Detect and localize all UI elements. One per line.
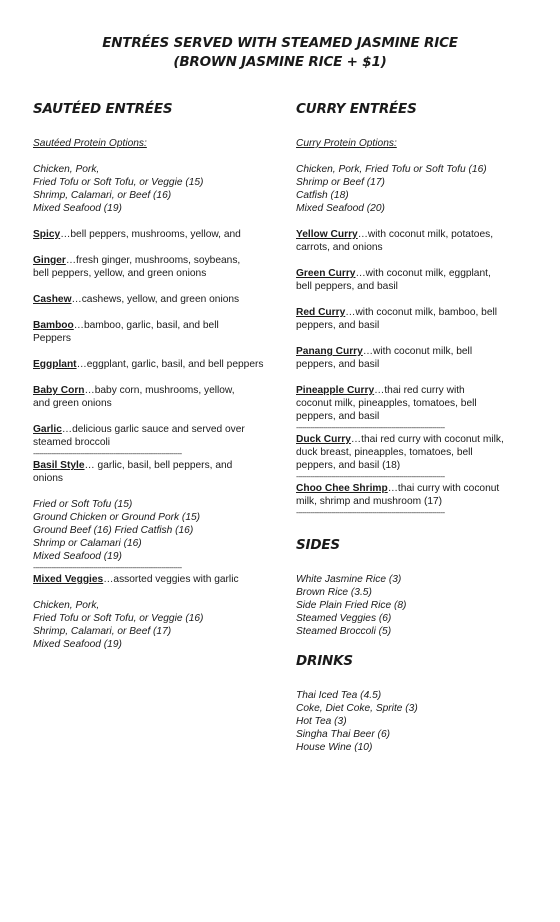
- dish-name: Green Curry: [296, 268, 356, 279]
- dish-name: Red Curry: [296, 307, 346, 318]
- dish-panang-curry: [296, 345, 531, 358]
- dish-name: Eggplant: [33, 359, 77, 370]
- divider: ------------------------------------------------------------------------: [296, 472, 445, 481]
- dish-name: Ginger: [33, 255, 66, 266]
- dish-desc: …thai red curry with: [374, 385, 465, 396]
- dish-desc: coconut milk, pineapples, tomatoes, bell: [296, 398, 477, 409]
- side-item: Brown Rice (3.5): [296, 587, 372, 598]
- divider: ------------------------------------------------------------------------: [296, 423, 445, 432]
- dish-pineapple-curry: [296, 384, 531, 397]
- dish-name: Bamboo: [33, 320, 74, 331]
- dish-desc: …fresh ginger, mushrooms, soybeans,: [65, 255, 241, 266]
- sauteed-title: SAUTÉED ENTRÉES: [33, 101, 173, 117]
- dish-desc: … garlic, basil, bell peppers, and: [84, 460, 233, 471]
- dish-basil: [33, 459, 273, 472]
- dish-garlic: [33, 423, 273, 436]
- drinks-title: DRINKS: [296, 653, 353, 669]
- dish-desc: …with coconut milk, bamboo, bell: [345, 307, 498, 318]
- dish-name: Basil Style: [33, 460, 85, 471]
- veggies-option: Mixed Seafood (19): [33, 639, 122, 650]
- header-line-1: ENTRÉES SERVED WITH STEAMED JASMINE RICE: [102, 35, 458, 51]
- dish-mixed-veggies: [33, 573, 273, 586]
- sauteed-option: Fried Tofu or Soft Tofu, or Veggie (15): [33, 177, 204, 188]
- side-item: White Jasmine Rice (3): [296, 574, 402, 585]
- dish-spicy: [33, 228, 273, 241]
- dish-red-curry: [296, 306, 531, 319]
- basil-option: Ground Chicken or Ground Pork (15): [33, 512, 201, 523]
- veggies-option: Fried Tofu or Soft Tofu, or Veggie (16): [33, 613, 204, 624]
- side-item: Steamed Broccoli (5): [296, 626, 392, 637]
- dish-name: Cashew: [33, 294, 72, 305]
- sauteed-column: [33, 100, 273, 651]
- divider: ------------------------------------------------------------------------: [33, 563, 182, 572]
- dish-cashew: [33, 293, 273, 306]
- sauteed-option: Chicken, Pork,: [33, 164, 100, 175]
- dish-eggplant: [33, 358, 273, 371]
- dish-desc: bell peppers, yellow, and green onions: [33, 268, 207, 279]
- dish-desc: peppers, and basil: [296, 411, 380, 422]
- curry-option: Mixed Seafood (20): [296, 203, 385, 214]
- dish-duck-curry: [296, 433, 531, 446]
- divider: ------------------------------------------------------------------------: [33, 449, 182, 458]
- drink-item: Hot Tea (3): [296, 716, 347, 727]
- dish-name: Mixed Veggies: [33, 574, 104, 585]
- header-line-2: (BROWN JASMINE RICE + $1): [173, 54, 387, 70]
- dish-green-curry: [296, 267, 531, 280]
- dish-desc: …cashews, yellow, and green onions: [71, 294, 240, 305]
- curry-option: Chicken, Pork, Fried Tofu or Soft Tofu (16): [296, 164, 487, 175]
- dish-ginger: [33, 254, 273, 267]
- dish-desc: …with coconut milk, eggplant,: [355, 268, 491, 279]
- drink-item: House Wine (10): [296, 742, 373, 753]
- dish-desc: …thai red curry with coconut milk,: [350, 434, 504, 445]
- drink-item: Coke, Diet Coke, Sprite (3): [296, 703, 418, 714]
- drink-item: Thai Iced Tea (4.5): [296, 690, 382, 701]
- drink-item: Singha Thai Beer (6): [296, 729, 391, 740]
- dish-desc: …bell peppers, mushrooms, yellow, and: [60, 229, 241, 240]
- dish-desc: bell peppers, and basil: [296, 281, 398, 292]
- dish-desc: …baby corn, mushrooms, yellow,: [84, 385, 235, 396]
- dish-desc: …with coconut milk, potatoes,: [357, 229, 494, 240]
- curry-column: [296, 100, 531, 754]
- side-item: Side Plain Fried Rice (8): [296, 600, 407, 611]
- curry-option: Catfish (18): [296, 190, 349, 201]
- dish-desc: and green onions: [33, 398, 112, 409]
- basil-option: Shrimp or Calamari (16): [33, 538, 142, 549]
- sauteed-option: Mixed Seafood (19): [33, 203, 122, 214]
- dish-desc: …assorted veggies with garlic: [103, 574, 239, 585]
- basil-option: Fried or Soft Tofu (15): [33, 499, 133, 510]
- dish-yellow-curry: [296, 228, 531, 241]
- dish-desc: …with coconut milk, bell: [362, 346, 473, 357]
- dish-bamboo: [33, 319, 273, 332]
- curry-options-label: Curry Protein Options:: [296, 138, 397, 149]
- dish-name: Spicy: [33, 229, 61, 240]
- dish-desc: …eggplant, garlic, basil, and bell peppers: [76, 359, 264, 370]
- side-item: Steamed Veggies (6): [296, 613, 392, 624]
- dish-desc: …delicious garlic sauce and served over: [61, 424, 245, 435]
- dish-name: Choo Chee Shrimp: [296, 483, 388, 494]
- basil-option: Ground Beef (16) Fried Catfish (16): [33, 525, 194, 536]
- basil-option: Mixed Seafood (19): [33, 551, 122, 562]
- dish-name: Duck Curry: [296, 434, 351, 445]
- dish-babycorn: [33, 384, 273, 397]
- sides-title: SIDES: [296, 537, 340, 553]
- curry-title: CURRY ENTRÉES: [296, 101, 417, 117]
- dish-desc: peppers, and basil (18): [296, 460, 401, 471]
- dish-desc: peppers, and basil: [296, 320, 380, 331]
- dish-name: Pineapple Curry: [296, 385, 375, 396]
- dish-name: Panang Curry: [296, 346, 363, 357]
- dish-desc: …bamboo, garlic, basil, and bell: [73, 320, 219, 331]
- dish-name: Yellow Curry: [296, 229, 358, 240]
- sauteed-options-label: Sautéed Protein Options:: [33, 138, 147, 149]
- dish-desc: peppers, and basil: [296, 359, 380, 370]
- veggies-option: Shrimp, Calamari, or Beef (17): [33, 626, 172, 637]
- dish-desc: onions: [33, 473, 64, 484]
- menu-header: [0, 34, 560, 72]
- dish-desc: Peppers: [33, 333, 71, 344]
- dish-choo-chee-shrimp: [296, 482, 531, 495]
- dish-desc: milk, shrimp and mushroom (17): [296, 496, 443, 507]
- sauteed-option: Shrimp, Calamari, or Beef (16): [33, 190, 172, 201]
- dish-desc: …thai curry with coconut: [387, 483, 500, 494]
- dish-name: Baby Corn: [33, 385, 85, 396]
- veggies-option: Chicken, Pork,: [33, 600, 100, 611]
- curry-option: Shrimp or Beef (17): [296, 177, 385, 188]
- dish-name: Garlic: [33, 424, 62, 435]
- divider: ------------------------------------------------------------------------: [296, 508, 445, 517]
- dish-desc: steamed broccoli: [33, 437, 111, 448]
- dish-desc: duck breast, pineapples, tomatoes, bell: [296, 447, 473, 458]
- dish-desc: carrots, and onions: [296, 242, 383, 253]
